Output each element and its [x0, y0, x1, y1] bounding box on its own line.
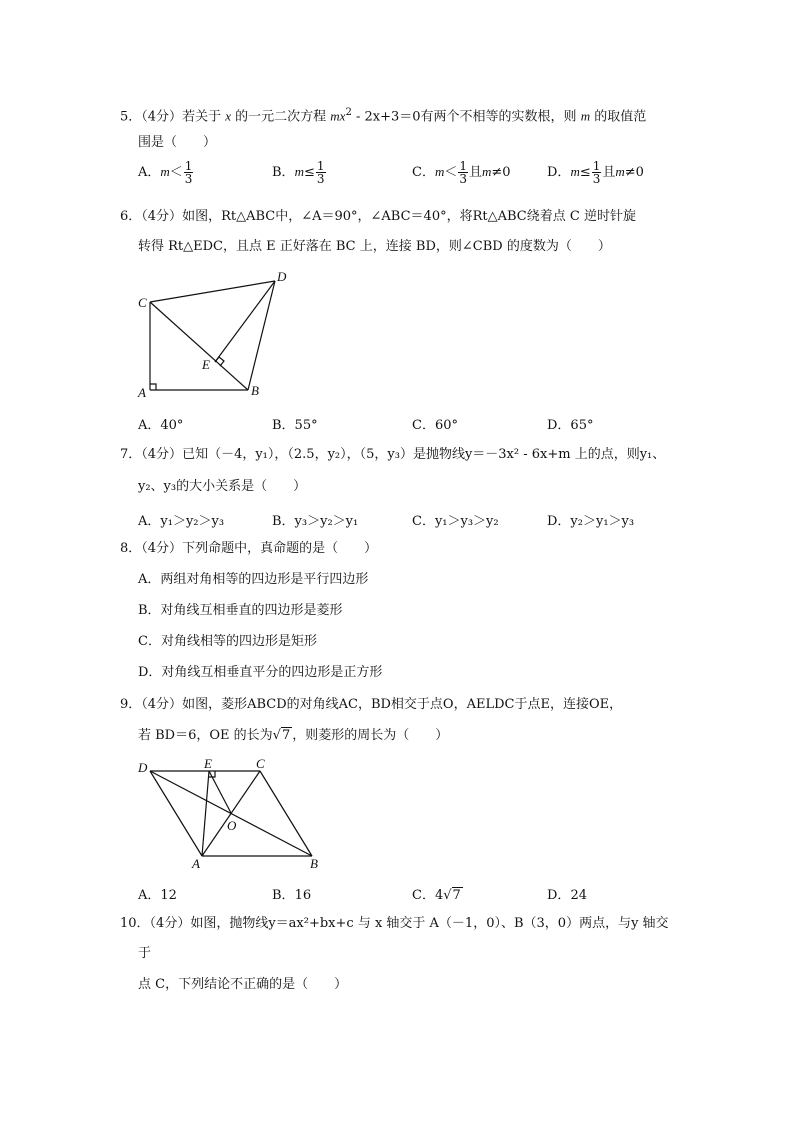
text: 且: [602, 165, 616, 180]
text: 若 BD＝6，OE 的长为: [138, 728, 273, 743]
q9-option-d[interactable]: [547, 884, 587, 903]
q8-option-d[interactable]: D．对角线互相垂直平分的四边形是正方形: [138, 665, 383, 680]
numerator: 1: [316, 159, 325, 173]
question-number: 7．: [120, 447, 142, 462]
q9-line2: [138, 727, 448, 745]
q6-option-c[interactable]: C．60°: [412, 418, 458, 433]
option-text: 24: [570, 888, 587, 903]
q9-line1: [120, 696, 622, 714]
label-b: B: [310, 856, 318, 871]
option-label: D．: [547, 165, 571, 180]
label-d: D: [277, 269, 287, 284]
radical-sign: √: [272, 728, 281, 743]
q5-option-c[interactable]: [412, 160, 511, 185]
text: ，则菱形的周长为（ ）: [292, 728, 449, 743]
q5-line2: 围是（ ）: [138, 135, 217, 150]
q6-option-a[interactable]: A．40°: [138, 418, 184, 433]
q9-option-c[interactable]: [412, 884, 463, 903]
text: 若关于: [182, 109, 222, 125]
option-label: B．: [272, 888, 295, 903]
var: m: [580, 108, 591, 124]
var: m: [615, 164, 625, 179]
var: m: [482, 164, 492, 179]
q8-option-a[interactable]: A．两组对角相等的四边形是平行四边形: [138, 572, 369, 587]
score: （4分）: [149, 916, 191, 931]
q9-option-a[interactable]: [138, 884, 177, 903]
rel: ＜: [169, 165, 183, 180]
q7-option-a[interactable]: A．y₁＞y₂＞y₃: [138, 514, 225, 529]
var: m: [434, 164, 445, 179]
q7-line2: y₂、y₃的大小关系是（ ）: [138, 479, 307, 494]
eq: mx: [330, 108, 346, 124]
q5-option-a[interactable]: [138, 160, 194, 185]
rel: ≠0: [624, 165, 644, 180]
text: 有两个不相等的实数根，则: [420, 109, 577, 125]
score: （4分）: [141, 109, 183, 125]
q9-figure: [130, 756, 330, 874]
fraction: [592, 160, 602, 185]
var: m: [294, 164, 304, 179]
score: （4分）: [141, 447, 183, 462]
option-label: A．: [138, 165, 161, 180]
q8-option-c[interactable]: C．对角线相等的四边形是矩形: [138, 634, 317, 649]
fraction: [458, 160, 468, 185]
sqrt: [273, 727, 293, 745]
score: （4分）: [141, 697, 183, 712]
denominator: 3: [316, 172, 325, 186]
q7-option-c[interactable]: C．y₁＞y₃＞y₂: [412, 514, 499, 529]
var: m: [160, 164, 170, 179]
q10-line3: 点 C，下列结论不正确的是（ ）: [138, 977, 348, 992]
sqrt: [443, 888, 463, 903]
option-text: 12: [160, 888, 177, 903]
q8-line1: [120, 540, 377, 558]
q5-option-b[interactable]: [272, 160, 327, 185]
label-e: E: [204, 756, 212, 771]
radicand: 7: [452, 888, 461, 903]
numerator: 1: [184, 159, 193, 173]
q6-line1: [120, 208, 636, 226]
q7-option-d[interactable]: D．y₂＞y₁＞y₃: [547, 514, 635, 529]
label-o: O: [227, 818, 237, 833]
fraction: [316, 160, 326, 185]
text: 下列命题中，真命题的是（ ）: [182, 541, 378, 556]
numerator: 1: [592, 159, 601, 173]
fraction: [184, 160, 194, 185]
q6-option-b[interactable]: B．55°: [272, 418, 318, 433]
question-number: 6．: [120, 209, 142, 224]
label-c: C: [256, 756, 265, 771]
q10-line1: [120, 915, 669, 933]
question-number: 9．: [120, 697, 142, 712]
label-a: A: [138, 385, 146, 400]
q5-option-d[interactable]: [547, 160, 644, 185]
option-text: 16: [294, 888, 312, 903]
denominator: 3: [459, 172, 467, 186]
var: x: [225, 108, 231, 124]
label-b: B: [251, 383, 259, 398]
text: 且: [469, 165, 483, 180]
text: 如图，抛物线y＝ax²+bx+c 与 x 轴交于 A（－1，0）、B（3，0）两点，与y 轴交: [190, 916, 669, 931]
q6-line2: 转得 Rt△EDC，且点 E 正好落在 BC 上，连接 BD，则∠CBD 的度数为（ ）: [138, 239, 611, 254]
q9-option-b[interactable]: [272, 884, 311, 903]
q10-line2: 于: [138, 946, 152, 961]
q5-line1: [120, 104, 646, 126]
radicand: 7: [281, 728, 291, 743]
score: （4分）: [141, 541, 183, 556]
rel: ≠0: [491, 165, 511, 180]
option-label: C．: [412, 165, 435, 180]
question-number: 5．: [120, 109, 142, 125]
q6-option-d[interactable]: D．65°: [547, 418, 594, 433]
option-label: D．: [547, 888, 571, 903]
label-c: C: [138, 295, 147, 310]
label-a: A: [192, 856, 200, 871]
text: 如图，Rt△ABC中，∠A＝90°，∠ABC＝40°，将Rt△ABC绕着点 C 逆时针旋: [182, 209, 636, 224]
text: 的一元二次方程: [235, 109, 327, 125]
rel: ≤: [579, 165, 591, 180]
question-number: 10．: [120, 916, 150, 931]
numerator: 1: [459, 159, 467, 173]
exp: 2: [345, 107, 352, 118]
denominator: 3: [592, 172, 601, 186]
text: 已知（－4，y₁），（2.5，y₂），（5，y₃）是抛物线y＝－3x² - 6x+m 上的点，则y₁、: [182, 447, 666, 462]
label-e: E: [202, 357, 210, 372]
option-label: B．: [272, 165, 295, 180]
denominator: 3: [184, 172, 193, 186]
var: m: [570, 164, 580, 179]
q6-figure: [130, 265, 300, 405]
q7-option-b[interactable]: B．y₃＞y₂＞y₁: [272, 514, 359, 529]
question-number: 8．: [120, 541, 142, 556]
q7-line1: [120, 446, 665, 464]
eq: - 2x+3＝0: [351, 109, 421, 125]
label-d: D: [138, 760, 148, 775]
option-label: C．: [412, 888, 435, 903]
text: 如图，菱形ABCD的对角线AC，BD相交于点O，AELDC于点E，连接OE，: [182, 697, 623, 712]
option-label: A．: [138, 888, 161, 903]
text: 的取值范: [594, 109, 647, 125]
score: （4分）: [141, 209, 183, 224]
radical-sign: √: [443, 888, 452, 903]
rel: ≤: [303, 165, 315, 180]
option-text: 4: [434, 888, 444, 903]
rel: ＜: [444, 165, 458, 180]
q8-option-b[interactable]: B．对角线互相垂直的四边形是菱形: [138, 603, 343, 618]
